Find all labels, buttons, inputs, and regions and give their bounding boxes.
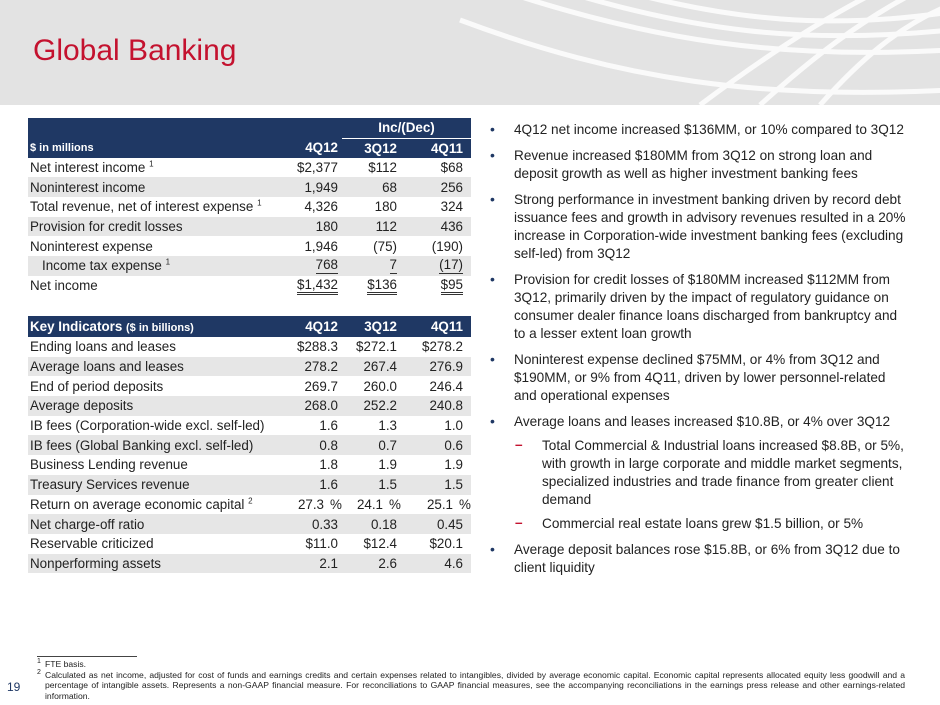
value-3q12: [342, 217, 401, 237]
percent-sign: %: [330, 496, 342, 512]
indicator-row: [28, 455, 471, 475]
row-label: [28, 416, 265, 436]
value-3q12: [342, 337, 401, 357]
value-text: 278.2: [304, 359, 338, 375]
value-text: (190): [431, 238, 463, 254]
value-4q11: [401, 475, 471, 495]
value-4q12: [261, 197, 342, 217]
value-4q11: [401, 236, 471, 256]
sub-bullet-item: [486, 437, 906, 509]
value-text: $112: [368, 160, 397, 176]
value-text: 25.1: [426, 496, 453, 512]
value-text: 0.45: [436, 516, 463, 532]
row-label-text: Treasury Services revenue: [30, 477, 190, 493]
value-4q11: [401, 455, 471, 475]
income-row: [28, 158, 471, 178]
value-3q12: [342, 376, 401, 396]
row-label-text: Noninterest income: [30, 179, 146, 195]
income-row: [28, 177, 471, 197]
row-label: [28, 396, 261, 416]
row-label-text: Ending loans and leases: [30, 339, 176, 355]
value-text: 4.6: [444, 555, 463, 571]
indicator-row: [28, 514, 471, 534]
row-label-text: Net charge-off ratio: [30, 516, 145, 532]
value-4q12: [261, 177, 342, 197]
value-text: 0.7: [378, 437, 397, 453]
value-text: 1.6: [319, 477, 338, 493]
row-label-text: Total revenue, net of interest expense: [30, 199, 254, 215]
bullet-text: Commercial real estate loans grew $1.5 billion, or 5%: [542, 516, 864, 531]
value-4q12: [261, 495, 342, 515]
footnote-number: 2: [37, 668, 41, 676]
value-text: 268.0: [304, 398, 338, 414]
value-text: 1.8: [319, 457, 338, 473]
dash-marker-icon: –: [515, 437, 523, 452]
income-group-header-row: [28, 118, 471, 138]
bullet-text: 4Q12 net income increased $136MM, or 10% compared to 3Q12: [514, 122, 904, 137]
row-label: [28, 276, 261, 296]
value-text: 1.9: [444, 457, 463, 473]
footnote: [37, 659, 905, 670]
footnote-text: FTE basis.: [45, 659, 87, 669]
row-label-text: IB fees (Global Banking excl. self-led): [30, 437, 254, 453]
value-3q12: [342, 554, 401, 574]
income-row: [28, 256, 471, 276]
value-4q11: [401, 376, 471, 396]
value-4q12: [261, 554, 342, 574]
value-text: 260.0: [363, 378, 397, 394]
col-header-3q12: 3Q12: [342, 138, 401, 158]
row-label-text: End of period deposits: [30, 378, 164, 394]
indicator-row: [28, 475, 471, 495]
income-row: [28, 197, 471, 217]
footnote-text: Calculated as net income, adjusted for cost of funds and earnings credits and certain expenses related to intangibles, divided by average economic capital. Economic capital represents allocated equity less goodwill and a percentage of intangible assets. Represents a non-GAAP financial measure. For reconciliations to GAAP financial measures, see the accompanying reconciliations in the earnings press release and other earnings-related information.: [45, 669, 905, 701]
value-4q12: [261, 534, 342, 554]
value-4q12: [261, 396, 342, 416]
value-4q11: [401, 357, 471, 377]
value-text: 436: [440, 219, 463, 235]
bullet-marker-icon: •: [490, 147, 495, 163]
value-4q12: [261, 256, 342, 276]
value-4q11: [401, 554, 471, 574]
value-text: 324: [440, 199, 463, 215]
value-3q12: [342, 534, 401, 554]
row-label: [28, 217, 261, 237]
value-text: $95: [441, 277, 463, 295]
value-text: 24.1: [356, 496, 383, 512]
value-text: 246.4: [429, 378, 463, 394]
bullet-item: [486, 541, 906, 577]
value-text: $12.4: [363, 536, 397, 552]
percent-sign: %: [389, 496, 401, 512]
value-4q12: [261, 435, 342, 455]
row-label: [28, 197, 261, 217]
dash-marker-icon: –: [515, 515, 523, 530]
value-3q12: [342, 158, 401, 178]
bullet-marker-icon: •: [490, 121, 495, 137]
value-text: 180: [374, 199, 397, 215]
value-text: 252.2: [363, 398, 397, 414]
value-text: 768: [315, 257, 338, 273]
row-label-text: Noninterest expense: [30, 238, 153, 254]
value-text: 0.6: [444, 437, 463, 453]
row-label: [28, 455, 261, 475]
value-text: 1.5: [444, 477, 463, 493]
value-4q11: [401, 514, 471, 534]
value-4q12: [261, 357, 342, 377]
indicator-row: [28, 396, 471, 416]
value-text: 68: [382, 179, 397, 195]
row-label: [28, 177, 261, 197]
row-label: [28, 435, 261, 455]
value-4q11: [401, 256, 471, 276]
value-text: 240.8: [429, 398, 463, 414]
value-text: 1.6: [319, 418, 338, 434]
row-label: [28, 475, 261, 495]
income-row: [28, 236, 471, 256]
footnote-ref: 1: [257, 198, 262, 208]
value-4q11: [401, 495, 471, 515]
value-4q11: [401, 177, 471, 197]
bullet-item: [486, 191, 906, 263]
value-text: 267.4: [363, 359, 397, 375]
footnote-ref: 1: [165, 258, 171, 267]
bullet-item: [486, 271, 906, 343]
value-text: 4,326: [304, 199, 338, 215]
bullet-marker-icon: •: [490, 191, 495, 207]
indicator-row: [28, 416, 471, 436]
value-text: $272.1: [356, 339, 397, 355]
bullet-marker-icon: •: [490, 271, 495, 287]
value-text: $288.3: [297, 339, 338, 355]
row-label-text: Return on average economic capital: [30, 496, 245, 512]
indicator-row: [28, 337, 471, 357]
ind-col-header-4q12: 4Q12: [261, 316, 342, 337]
value-4q12: [261, 455, 342, 475]
income-column-header-row: [28, 138, 471, 158]
page-number: 19: [7, 680, 21, 694]
value-4q11: [401, 217, 471, 237]
value-text: $1,432: [297, 277, 338, 295]
bullet-marker-icon: •: [490, 541, 495, 557]
value-3q12: [342, 495, 401, 515]
row-label: [28, 376, 261, 396]
bullet-text: Total Commercial & Industrial loans increased $8.8B, or 5%, with growth in large corporate and middle market segments, specialized industries and trade finance from greater client demand: [542, 438, 904, 507]
footnote-number: 1: [37, 658, 41, 665]
value-text: 1,946: [304, 238, 338, 254]
indicator-row: [28, 376, 471, 396]
value-4q11: [401, 337, 471, 357]
row-label-text: Average deposits: [30, 398, 134, 414]
value-4q11: [401, 416, 471, 436]
value-text: $68: [440, 160, 463, 176]
value-text: 180: [315, 219, 338, 235]
col-header-4q11: 4Q11: [401, 138, 471, 158]
value-text: 112: [375, 219, 397, 235]
key-indicators-table: [28, 316, 471, 573]
indicator-row: [28, 534, 471, 554]
row-label-text: Net income: [30, 278, 98, 294]
value-3q12: [342, 177, 401, 197]
bullet-item: [486, 121, 906, 139]
value-4q12: [261, 158, 342, 178]
key-indicators-title-text: Key Indicators: [30, 319, 123, 334]
value-3q12: [342, 455, 401, 475]
row-label: [28, 236, 261, 256]
value-3q12: [342, 236, 401, 256]
value-4q11: [401, 197, 471, 217]
value-text: 256: [440, 179, 463, 195]
value-4q11: [401, 158, 471, 178]
value-4q11: [401, 534, 471, 554]
row-label-text: Net interest income: [30, 160, 146, 176]
bullet-text: Noninterest expense declined $75MM, or 4% from 3Q12 and $190MM, or 9% from 4Q11, driven by lower personnel-related and operational expenses: [514, 352, 886, 403]
bullet-text: Average loans and leases increased $10.8B, or 4% over 3Q12: [514, 414, 891, 429]
percent-sign: %: [459, 496, 471, 512]
income-row: [28, 217, 471, 237]
col-header-4q12: 4Q12: [261, 138, 342, 158]
header-band: [0, 0, 940, 105]
value-3q12: [342, 197, 401, 217]
row-label: [28, 514, 261, 534]
value-text: 1.5: [378, 477, 397, 493]
value-text: 269.7: [304, 378, 338, 394]
value-3q12: [342, 396, 401, 416]
value-text: 1.9: [378, 457, 397, 473]
value-text: 1.3: [378, 418, 397, 434]
footnote-ref: 1: [149, 159, 154, 169]
bullet-item: [486, 413, 906, 431]
footnote-divider: [37, 656, 137, 657]
row-label-text: Nonperforming assets: [30, 555, 161, 571]
sub-bullet-item: [486, 515, 906, 533]
key-indicators-units: ($ in billions): [126, 322, 194, 334]
value-text: $2,377: [297, 160, 338, 176]
row-label-text: Average loans and leases: [30, 359, 184, 375]
footnotes: [37, 659, 905, 701]
row-label-text: IB fees (Corporation-wide excl. self-led): [30, 418, 265, 434]
bullet-text: Strong performance in investment banking driven by record debt issuance fees and growth in advisory revenues resulted in a 20% increase in Corporation-wide investment banking fees (excluding self-led) from 3Q12: [514, 192, 906, 261]
value-4q12: [261, 236, 342, 256]
ind-col-header-4q11: 4Q11: [401, 316, 471, 337]
value-4q12: [261, 217, 342, 237]
key-indicators-title: [28, 316, 261, 337]
row-label: [28, 256, 261, 276]
value-3q12: [342, 514, 401, 534]
row-label: [28, 337, 261, 357]
value-4q11: [401, 396, 471, 416]
commentary-bullets: [486, 121, 906, 585]
value-3q12: [342, 475, 401, 495]
value-3q12: [342, 256, 401, 276]
bullet-marker-icon: •: [490, 413, 495, 429]
row-label: [28, 495, 261, 515]
value-text: 2.6: [378, 555, 397, 571]
value-3q12: [342, 276, 401, 296]
value-text: 2.1: [319, 555, 338, 571]
value-text: 276.9: [429, 359, 463, 375]
row-label-text: Business Lending revenue: [30, 457, 188, 473]
units-label: $ in millions: [28, 138, 261, 158]
bullet-text: Average deposit balances rose $15.8B, or 6% from 3Q12 due to client liquidity: [514, 542, 900, 575]
value-4q11: [401, 435, 471, 455]
indicator-row: [28, 554, 471, 574]
footnote: [37, 670, 905, 702]
bullet-item: [486, 351, 906, 405]
value-text: (17): [439, 257, 463, 273]
inc-dec-header: Inc/(Dec): [342, 118, 471, 138]
value-text: $20.1: [429, 536, 463, 552]
value-text: 1.0: [444, 418, 463, 434]
indicator-row: [28, 435, 471, 455]
value-text: $278.2: [422, 339, 463, 355]
value-text: 0.33: [311, 516, 338, 532]
row-label: [28, 357, 261, 377]
value-4q12: [261, 514, 342, 534]
income-table: [28, 118, 471, 296]
value-text: $136: [367, 277, 397, 295]
ind-col-header-3q12: 3Q12: [342, 316, 401, 337]
value-text: 0.8: [319, 437, 338, 453]
value-3q12: [342, 435, 401, 455]
bullet-item: [486, 147, 906, 183]
value-text: 1,949: [304, 179, 338, 195]
value-text: $11.0: [305, 536, 338, 552]
row-label-text: Reservable criticized: [30, 536, 154, 552]
value-4q12: [261, 337, 342, 357]
value-4q11: [401, 276, 471, 296]
value-4q12: [261, 376, 342, 396]
value-3q12: [342, 416, 401, 436]
value-text: 0.18: [370, 516, 397, 532]
row-label: [28, 554, 261, 574]
bullet-text: Revenue increased $180MM from 3Q12 on strong loan and deposit growth as well as higher investment banking fees: [514, 148, 873, 181]
bullet-text: Provision for credit losses of $180MM increased $112MM from 3Q12, primarily driven by the impact of regulatory guidance on consumer dealer finance loans discharged from bankruptcy and to a lesser extent loan growth: [514, 272, 898, 341]
bullet-marker-icon: •: [490, 351, 495, 367]
indicator-row: [28, 495, 471, 515]
row-label-text: Income tax expense: [42, 258, 162, 274]
indicators-header-row: [28, 316, 471, 337]
value-4q12: [261, 276, 342, 296]
value-4q12: [261, 416, 342, 436]
value-4q12: [261, 475, 342, 495]
page-title: Global Banking: [33, 34, 237, 67]
value-text: 7: [389, 257, 397, 273]
value-3q12: [342, 357, 401, 377]
footnote-ref: 2: [248, 496, 253, 506]
value-text: (75): [373, 238, 397, 254]
income-row: [28, 276, 471, 296]
row-label: [28, 158, 261, 178]
value-text: 27.3: [297, 496, 324, 512]
row-label-text: Provision for credit losses: [30, 219, 183, 235]
row-label: [28, 534, 261, 554]
indicator-row: [28, 357, 471, 377]
